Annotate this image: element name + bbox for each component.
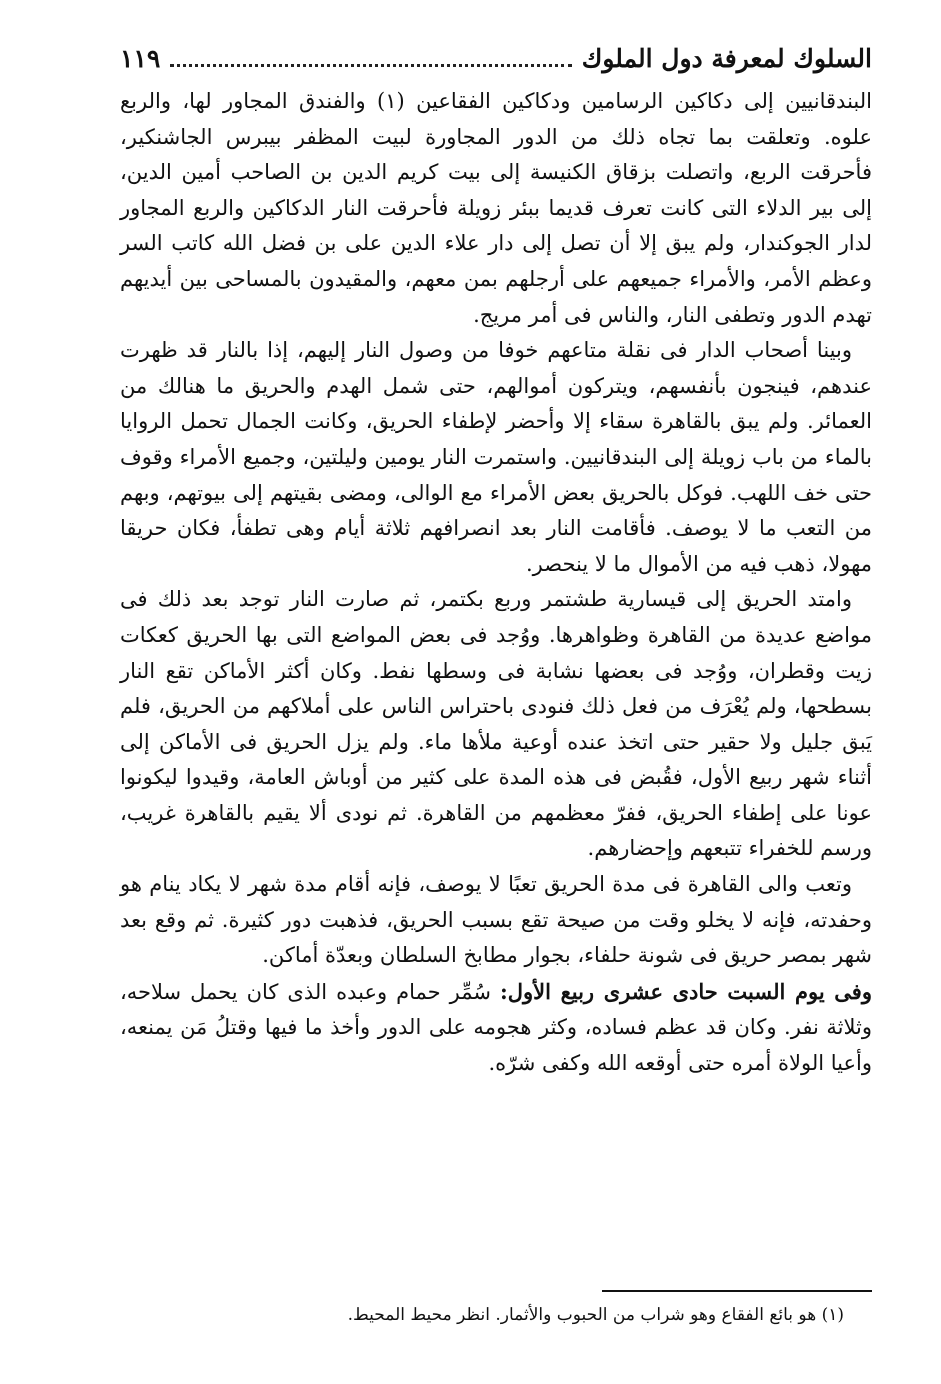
body-text — [120, 84, 872, 1082]
page-header — [120, 38, 872, 80]
paragraph-4 — [120, 867, 872, 974]
footnote-divider — [602, 1290, 872, 1292]
paragraph-lead: وفى يوم السبت حادى عشرى ربيع الأول: — [499, 978, 872, 1004]
paragraph-5 — [120, 974, 872, 1082]
page-number: ١١٩ — [120, 44, 161, 73]
paragraph-text: سُمِّر حمام وعبده الذى كان يحمل سلاحه، وثلاثة نفر. وكان قد عظم فساده، وكثر هجومه على الدور وأخذ ما فيها وقتلُ مَن يمنعه، وأعيا الولاة أمره حتى أوقعه الله وكفى شرّه. — [120, 979, 872, 1076]
paragraph-3 — [120, 582, 872, 867]
paragraph-text: وتعب والى القاهرة فى مدة الحريق تعبًا لا يوصف، فإنه أقام مدة شهر لا يكاد ينام هو وحفدته، فإنه لا يخلو وقت من صيحة تقع بسبب الحريق، فذهبت دور كثيرة. ثم وقع بعد شهر بمصر حريق فى شونة حلفاء، بجوار مطابخ السلطان وبعدّة أماكن. — [120, 872, 872, 968]
paragraph-text: وبينا أصحاب الدار فى نقلة متاعهم خوفا من وصول النار إليهم، إذا بالنار قد ظهرت عندهم، فينجون بأنفسهم، ويتركون أموالهم، حتى شمل الهدم والحريق ما هنالك من العمائر. ولم يبق بالقاهرة سقاء إلا وأحضر لإطفاء الحريق، وكانت الجمال تحمل الروايا بالماء من باب زويلة إلى البندقانيين. واستمرت النار يومين وليلتين، وجميع الأمراء وقوف حتى خف اللهب. فوكل بالحريق بعض الأمراء مع الوالى، ومضى بقيتهم إلى بيوتهم، وبهم من التعب ما لا يوصف. فأقامت النار بعد انصرافهم ثلاثة أيام وهى تطفأ، فكان حريقا مهولا، ذهب فيه من الأموال ما لا ينحصر. — [120, 338, 872, 576]
dot-leader — [170, 64, 571, 67]
paragraph-1 — [120, 84, 872, 333]
document-page — [120, 38, 872, 1358]
paragraph-2 — [120, 333, 872, 582]
footnote: (١) هو بائع الفقاع وهو شراب من الحبوب والأثمار. انظر محيط المحيط. — [347, 1305, 844, 1325]
paragraph-text: وامتد الحريق إلى قيسارية طشتمر وربع بكتمر، ثم صارت النار توجد بعد ذلك فى مواضع عديدة من القاهرة وظواهرها. ووُجد فى بعض المواضع التى بها الحريق كعكات زيت وقطران، ووُجد فى بعضها نشابة فى وسطها نفط. وكان أكثر الأماكن تقع النار بسطحها، ولم يُعْرَف من فعل ذلك فنودى باحتراس الناس على أملاكهم من الحريق، فلم يَبق جليل ولا حقير حتى اتخذ عنده أوعية ملأها ماء. ولم يزل الحريق فى الأماكن إلى أثناء شهر ربيع الأول، فقُبض فى هذه المدة على كثير من أوباش العامة، وقيدوا ليكونوا عونا على إطفاء الحريق، ففرّ معظمهم من القاهرة. ثم نودى ألا يقيم بالقاهرة غريب، ورسم للخفراء تتبعهم وإحضارهم. — [120, 587, 872, 861]
running-head: السلوك لمعرفة دول الملوك — [581, 44, 872, 73]
paragraph-text: البندقانيين إلى دكاكين الرسامين ودكاكين الفقاعين (١) والفندق المجاور لها، والربع علوه. وتعلقت بما تجاه ذلك من الدور المجاورة لبيت المظفر بيبرس الجاشنكير، فأحرقت الربع، واتصلت بزقاق الكنيسة إلى بيت كريم الدين بن الصاحب أمين الدين، إلى بير الدلاء التى كانت تعرف قديما ببئر زويلة فأحرقت النار الدكاكين والربع المجاور لدار الجوكندار، ولم يبق إلا أن تصل إلى دار علاء الدين على بن فضل الله كاتب السر وعظم الأمر، والأمراء جميعهم على أرجلهم بمن معهم، والمقيدون بالمساحى بين أيديهم تهدم الدور وتطفى النار، والناس فى أمر مريج. — [120, 89, 872, 327]
